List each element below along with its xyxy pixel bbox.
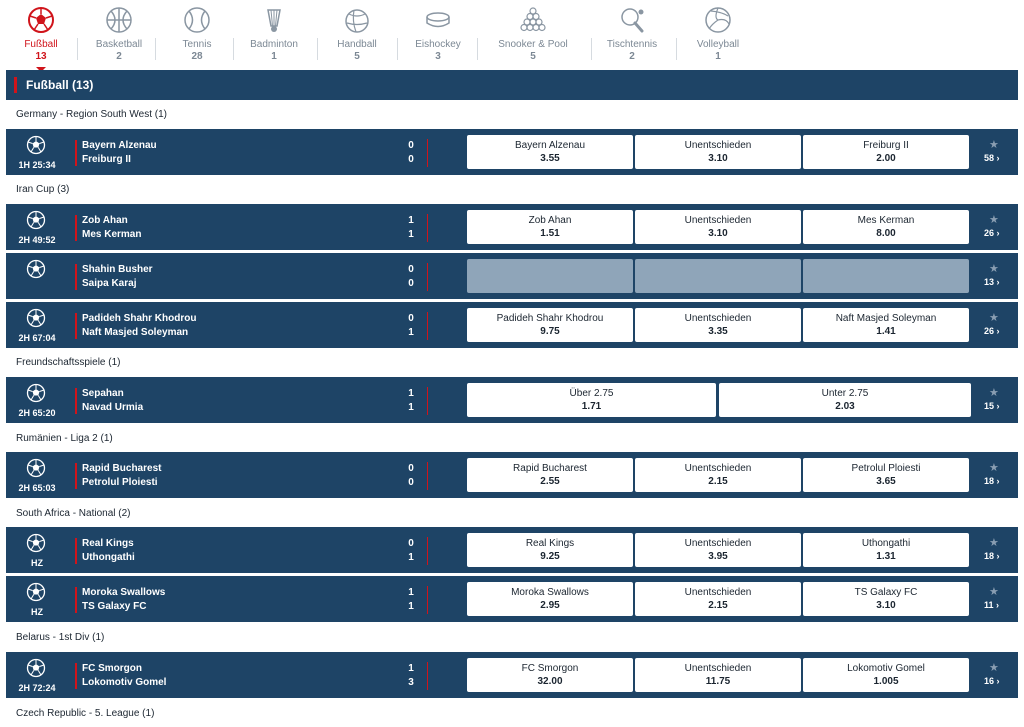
away-score: 0 xyxy=(408,477,414,488)
match-row[interactable] xyxy=(6,302,1018,348)
odds-button[interactable] xyxy=(467,458,633,492)
tab-label: Volleyball xyxy=(696,39,740,50)
away-score: 1 xyxy=(408,601,414,612)
tab-count: 1 xyxy=(715,51,721,62)
divider xyxy=(427,662,428,690)
match-time: 2H 72:24 xyxy=(18,683,56,693)
divider xyxy=(427,139,428,167)
more-markets-link[interactable]: 15 › xyxy=(984,401,1000,411)
more-markets-link[interactable]: 18 › xyxy=(984,551,1000,561)
divider xyxy=(75,388,77,414)
away-score: 0 xyxy=(408,278,414,289)
odds-value: 2.00 xyxy=(876,153,896,164)
away-team[interactable]: Petrolul Ploiesti xyxy=(82,477,158,488)
odds-button[interactable] xyxy=(635,308,801,342)
divider xyxy=(427,214,428,242)
away-team[interactable]: Freiburg II xyxy=(82,154,131,165)
tab-label: Basketball xyxy=(95,39,143,50)
favorite-star-icon[interactable]: ★ xyxy=(989,263,999,275)
divider xyxy=(427,537,428,565)
odds-button[interactable] xyxy=(635,135,801,169)
home-score: 1 xyxy=(408,215,414,226)
home-team[interactable]: Padideh Shahr Khodrou xyxy=(82,313,197,324)
home-score: 0 xyxy=(408,463,414,474)
home-score: 0 xyxy=(408,264,414,275)
divider xyxy=(427,312,428,340)
odds-label: Unter 2.75 xyxy=(821,388,869,399)
odds-value: 3.95 xyxy=(708,551,728,562)
soccer-ball-icon xyxy=(26,135,46,155)
soccer-ball-icon xyxy=(26,308,46,328)
soccer-ball-icon xyxy=(26,383,46,403)
away-score: 1 xyxy=(408,552,414,563)
divider xyxy=(75,538,77,564)
away-team[interactable]: Uthongathi xyxy=(82,552,135,563)
match-row[interactable] xyxy=(6,576,1018,622)
tab-fussball[interactable] xyxy=(1,0,81,68)
odds-button-locked xyxy=(467,259,633,293)
away-team[interactable]: Navad Urmia xyxy=(82,402,144,413)
away-score: 1 xyxy=(408,402,414,413)
away-team[interactable]: Naft Masjed Soleyman xyxy=(82,327,189,338)
odds-button[interactable] xyxy=(635,658,801,692)
match-time: 2H 65:03 xyxy=(18,483,56,493)
home-team[interactable]: Moroka Swallows xyxy=(82,587,166,598)
odds-value: 3.10 xyxy=(876,600,896,611)
home-team[interactable]: Rapid Bucharest xyxy=(82,463,162,474)
favorite-star-icon[interactable]: ★ xyxy=(989,537,999,549)
odds-value: 11.75 xyxy=(705,676,731,687)
home-score: 1 xyxy=(408,587,414,598)
league-header: Czech Republic - 5. League (1) xyxy=(16,708,155,719)
odds-value: 3.55 xyxy=(540,153,560,164)
odds-label: Uthongathi xyxy=(861,538,911,549)
match-row[interactable] xyxy=(6,527,1018,573)
tab-label: Handball xyxy=(337,39,377,50)
odds-button-locked xyxy=(803,259,969,293)
odds-label: Über 2.75 xyxy=(569,388,614,399)
odds-button[interactable] xyxy=(803,308,969,342)
match-row[interactable] xyxy=(6,204,1018,250)
odds-label: Lokomotiv Gomel xyxy=(847,663,925,674)
snooker-balls-icon xyxy=(519,6,547,34)
home-team[interactable]: Bayern Alzenau xyxy=(82,140,157,151)
tab-label: Badminton xyxy=(250,39,298,50)
away-score: 0 xyxy=(408,154,414,165)
odds-label: Moroka Swallows xyxy=(511,587,589,598)
odds-label: Padideh Shahr Khodrou xyxy=(496,313,604,324)
soccer-ball-icon xyxy=(26,259,46,279)
soccer-ball-icon xyxy=(26,582,46,602)
odds-label: Unentschieden xyxy=(684,313,752,324)
match-row[interactable] xyxy=(6,377,1018,423)
more-markets-link[interactable]: 18 › xyxy=(984,476,1000,486)
odds-value: 1.31 xyxy=(876,551,896,562)
sport-tabs xyxy=(0,0,1024,68)
odds-label: Naft Masjed Soleyman xyxy=(835,313,937,324)
match-time: HZ xyxy=(31,558,43,568)
odds-label: Real Kings xyxy=(525,538,575,549)
odds-value: 2.15 xyxy=(708,600,728,611)
odds-value: 2.55 xyxy=(540,476,560,487)
league-header: South Africa - National (2) xyxy=(16,508,131,519)
odds-value: 1.71 xyxy=(581,401,602,412)
match-row[interactable] xyxy=(6,129,1018,175)
handball-icon xyxy=(343,6,371,34)
more-markets-link[interactable]: 13 › xyxy=(984,277,1000,287)
match-row[interactable] xyxy=(6,652,1018,698)
tab-label: Tennis xyxy=(182,39,212,50)
away-team[interactable]: Lokomotiv Gomel xyxy=(82,677,167,688)
divider xyxy=(427,387,428,415)
odds-value: 3.65 xyxy=(876,476,896,487)
odds-button[interactable] xyxy=(803,458,969,492)
odds-button[interactable] xyxy=(467,383,716,417)
home-team[interactable]: FC Smorgon xyxy=(82,663,142,674)
soccer-ball-icon xyxy=(26,533,46,553)
odds-button[interactable] xyxy=(719,383,971,417)
table-tennis-icon xyxy=(618,6,646,34)
odds-label: Unentschieden xyxy=(684,140,752,151)
odds-button[interactable] xyxy=(635,533,801,567)
divider xyxy=(75,663,77,689)
match-time: HZ xyxy=(31,607,43,617)
home-score: 0 xyxy=(408,140,414,151)
match-time: 2H 49:52 xyxy=(18,235,56,245)
odds-label: TS Galaxy FC xyxy=(854,587,918,598)
more-markets-link[interactable]: 26 › xyxy=(984,326,1000,336)
odds-value: 1.41 xyxy=(876,326,896,337)
favorite-star-icon[interactable]: ★ xyxy=(989,586,999,598)
league-header: Belarus - 1st Div (1) xyxy=(16,632,105,643)
tab-badminton[interactable] xyxy=(234,0,314,68)
soccer-ball-icon xyxy=(26,210,46,230)
divider xyxy=(75,140,77,166)
odds-label: Unentschieden xyxy=(684,215,752,226)
match-time: 2H 65:20 xyxy=(18,408,56,418)
divider xyxy=(75,587,77,613)
odds-label: Unentschieden xyxy=(684,538,752,549)
match-row[interactable] xyxy=(6,452,1018,498)
odds-button[interactable] xyxy=(803,210,969,244)
tab-volleyball[interactable] xyxy=(678,0,758,68)
tab-tischtennis[interactable] xyxy=(592,0,672,68)
odds-value: 9.25 xyxy=(540,551,560,562)
divider xyxy=(427,263,428,291)
home-team[interactable]: Sepahan xyxy=(82,388,124,399)
odds-button[interactable] xyxy=(803,533,969,567)
odds-label: Unentschieden xyxy=(684,663,752,674)
favorite-star-icon[interactable]: ★ xyxy=(989,214,999,226)
favorite-star-icon[interactable]: ★ xyxy=(989,387,999,399)
tab-label: Fußball xyxy=(24,39,58,50)
odds-value: 3.10 xyxy=(708,153,728,164)
divider xyxy=(75,215,77,241)
away-score: 3 xyxy=(408,677,414,688)
tab-count: 13 xyxy=(35,51,47,62)
odds-button[interactable] xyxy=(467,210,633,244)
soccer-ball-icon xyxy=(26,658,46,678)
tab-count: 1 xyxy=(271,51,277,62)
league-header: Rumänien - Liga 2 (1) xyxy=(16,433,113,444)
accent-bar xyxy=(14,77,17,93)
soccer-ball-icon xyxy=(26,458,46,478)
tab-label: Tischtennis xyxy=(606,39,658,50)
tab-count: 28 xyxy=(191,51,203,62)
odds-value: 9.75 xyxy=(540,326,560,337)
shuttlecock-icon xyxy=(260,6,288,34)
match-time: 1H 25:34 xyxy=(18,160,56,170)
odds-label: FC Smorgon xyxy=(521,663,579,674)
odds-label: Rapid Bucharest xyxy=(513,463,587,474)
divider xyxy=(75,463,77,489)
odds-button[interactable] xyxy=(803,582,969,616)
tab-label: Eishockey xyxy=(415,39,461,50)
favorite-star-icon[interactable]: ★ xyxy=(989,662,999,674)
odds-button[interactable] xyxy=(467,308,633,342)
more-markets-link[interactable]: 58 › xyxy=(984,153,1000,163)
odds-button[interactable] xyxy=(803,135,969,169)
odds-button[interactable] xyxy=(635,458,801,492)
hockey-puck-icon xyxy=(424,6,452,34)
odds-button[interactable] xyxy=(467,533,633,567)
favorite-star-icon[interactable]: ★ xyxy=(989,139,999,151)
odds-label: Mes Kerman xyxy=(857,215,915,226)
more-markets-link[interactable]: 11 › xyxy=(984,600,1000,610)
odds-value: 2.03 xyxy=(835,401,855,412)
odds-button[interactable] xyxy=(467,582,633,616)
odds-value: 32.00 xyxy=(537,676,563,687)
tab-count: 5 xyxy=(530,51,536,62)
tab-eishockey[interactable] xyxy=(398,0,478,68)
home-score: 0 xyxy=(408,538,414,549)
soccer-ball-icon xyxy=(27,6,55,34)
tab-count: 5 xyxy=(354,51,360,62)
home-team[interactable]: Real Kings xyxy=(82,538,134,549)
away-team[interactable]: TS Galaxy FC xyxy=(82,601,147,612)
odds-value: 3.35 xyxy=(708,326,728,337)
home-score: 1 xyxy=(408,663,414,674)
tab-label: Snooker & Pool xyxy=(498,39,568,50)
away-score: 1 xyxy=(408,229,414,240)
odds-value: 3.10 xyxy=(708,228,728,239)
divider xyxy=(75,264,77,290)
section-header[interactable] xyxy=(6,70,1018,100)
odds-label: Petrolul Ploiesti xyxy=(851,463,921,474)
away-team[interactable]: Mes Kerman xyxy=(82,229,142,240)
odds-label: Unentschieden xyxy=(684,463,752,474)
league-header: Freundschaftsspiele (1) xyxy=(16,357,121,368)
odds-value: 1.51 xyxy=(540,228,560,239)
odds-button[interactable] xyxy=(635,582,801,616)
odds-value: 1.005 xyxy=(873,676,899,687)
odds-button[interactable] xyxy=(467,658,633,692)
more-markets-link[interactable]: 16 › xyxy=(984,676,1000,686)
more-markets-link[interactable]: 26 › xyxy=(984,228,1000,238)
league-header: Germany - Region South West (1) xyxy=(16,109,167,120)
tab-tennis[interactable] xyxy=(157,0,237,68)
odds-value: 2.95 xyxy=(540,600,560,611)
home-score: 1 xyxy=(408,388,414,399)
divider xyxy=(427,462,428,490)
away-team[interactable]: Saipa Karaj xyxy=(82,278,137,289)
odds-label: Zob Ahan xyxy=(528,215,572,226)
odds-button-locked xyxy=(635,259,801,293)
league-header: Iran Cup (3) xyxy=(16,184,70,195)
match-time: 2H 67:04 xyxy=(18,333,56,343)
odds-label: Freiburg II xyxy=(863,140,909,151)
basketball-icon xyxy=(105,6,133,34)
tab-snooker-pool[interactable] xyxy=(493,0,573,68)
favorite-star-icon[interactable]: ★ xyxy=(989,462,999,474)
odds-button[interactable] xyxy=(635,210,801,244)
away-score: 1 xyxy=(408,327,414,338)
odds-button[interactable] xyxy=(803,658,969,692)
divider xyxy=(427,586,428,614)
volleyball-icon xyxy=(704,6,732,34)
odds-button[interactable] xyxy=(467,135,633,169)
tab-count: 3 xyxy=(435,51,441,62)
home-team[interactable]: Zob Ahan xyxy=(82,215,128,226)
odds-label: Bayern Alzenau xyxy=(514,140,586,151)
tennis-ball-icon xyxy=(183,6,211,34)
divider xyxy=(75,313,77,339)
match-row[interactable] xyxy=(6,253,1018,299)
home-score: 0 xyxy=(408,313,414,324)
home-team[interactable]: Shahin Busher xyxy=(82,264,153,275)
odds-label: Unentschieden xyxy=(684,587,752,598)
odds-value: 8.00 xyxy=(876,228,896,239)
tab-handball[interactable] xyxy=(317,0,397,68)
tab-basketball[interactable] xyxy=(79,0,159,68)
odds-value: 2.15 xyxy=(708,476,728,487)
tab-count: 2 xyxy=(116,51,122,62)
tab-count: 2 xyxy=(629,51,635,62)
section-title: Fußball (13) xyxy=(26,78,94,92)
favorite-star-icon[interactable]: ★ xyxy=(989,312,999,324)
